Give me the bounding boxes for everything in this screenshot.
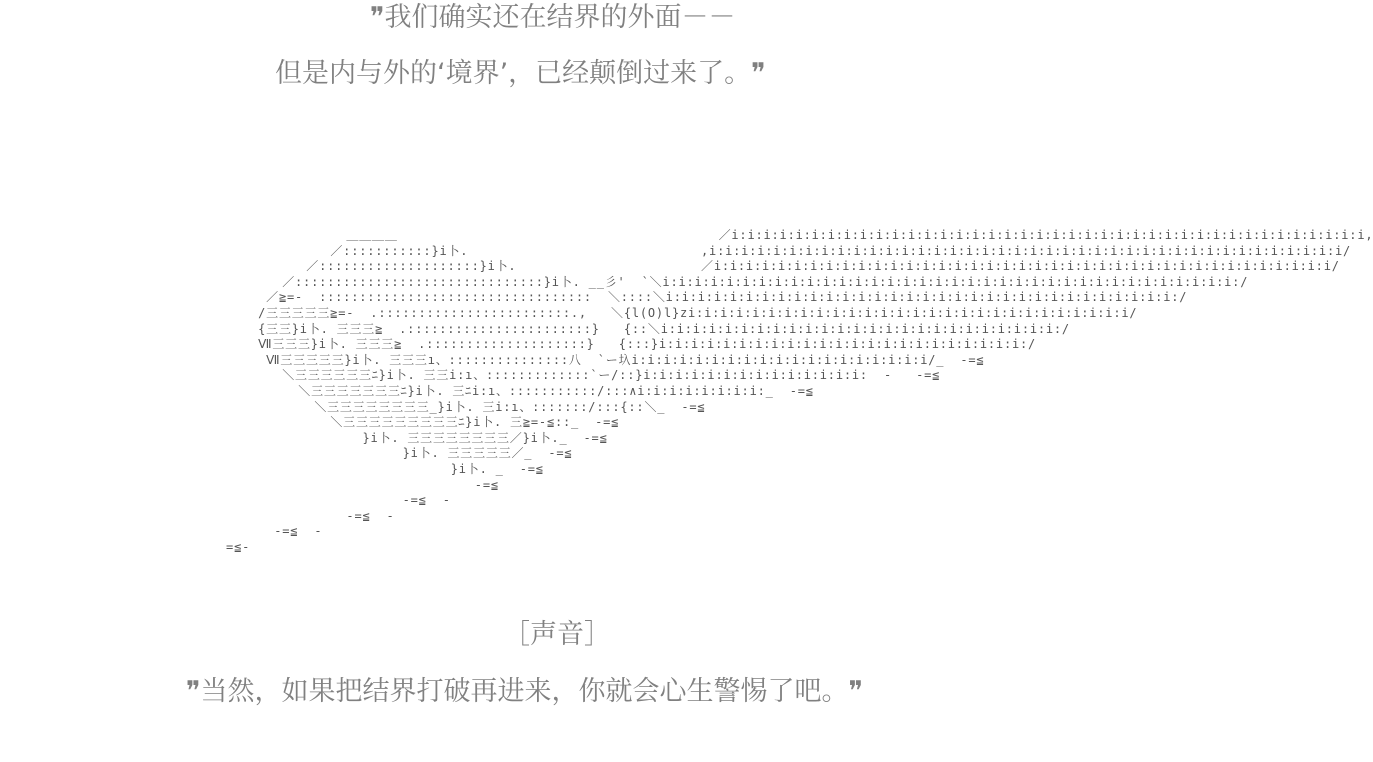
dialogue-top-line-1: ❞我们确实还在结界的外面－－ <box>370 2 736 33</box>
ascii-art-illustration: ＿＿＿＿ ／i:i:i:i:i:i:i:i:i:i:i:i:i:i:i:i:i:i:i:i:i:i:i:i:i:i:i:i:i:i:i:i:i:i:i:i:i:i:i:i, ／:::::::::::}i卜. ,i:i:i:i:i:i:i:i:i:i:i:i:i:i:i:i:i:i:i:i:i:i:i:i:i:i:i:i:i:i:i:i:i:i:i:i:i:i:i:i/ ／::::::::::::::::::::}i卜. ／i:i:i:i:i:i:i:i:i:i:i:i:i:i:i:i:i:i:i:i:i:i:i:i:i:i:i:i:i:i:i:i:i:i:i:i:i:i:i/ ／:::::::::::::::::::::::::::::::}i卜. __彡' `＼i:i:i:i:i:i:i:i:i:i:i:i:i:i:i:i:i:i:i:i:i:i:i:i:i:i:i:i:i:i:i:i:i:i:i:i:/ ／≧=- :::::::::::::::::::::::::::::::::: ＼::::＼i:i:i:i:i:i:i:i:i:i:i:i:i:i:i:i:i:i:i:i:i:i:i:i:i:i:i:i:i:i:i:i:/ /三三三三三≧=- .::::::::::::::::::::::::., ＼{l(O)l}zi:i:i:i:i:i:i:i:i:i:i:i:i:i:i:i:i:i:i:i:i:i:i:i:i:i:i:i/ {三三}i卜. 三三三≧ .:::::::::::::::::::::::} {::＼i:i:i:i:i:i:i:i:i:i:i:i:i:i:i:i:i:i:i:i:i:i:i:i:i:/ Ⅶ三三三}i卜. 三三三≧ .::::::::::::::::::::} {:::}i:i:i:i:i:i:i:i:i:i:i:i:i:i:i:i:i:i:i:i:i:i:i:/ Ⅶ三三三三三}i卜. 三三三ı、:::::::::::::::八 `ー圦i:i:i:i:i:i:i:i:i:i:i:i:i:i:i:i:i:i:i/_ -=≦ ＼三三三三三三ﾆ}i卜. 三三i:ı、:::::::::::::`ー/::}i:i:i:i:i:i:i:i:i:i:i:i:i:i: - -=≦ ＼三三三三三三三ﾆ}i卜. 三ﾆi:ı、:::::::::::/:::∧i:i:i:i:i:i:i:i:_ -=≦ ＼三三三三三三三三_}i卜. 三i:ı、:::::::/:::{::＼_ -=≦ ＼三三三三三三三三三ﾆ}i卜. 三≧=-≦::_ -=≦ }i卜. 三三三三三三三三／}i卜._ -=≦ }i卜. 三三三三三／_ -=≦ }i卜. _ -=≦ -=≦ -=≦ - -=≦ - -=≦ - =≦- <box>226 228 1373 554</box>
speaker-label: ［声音］ <box>503 619 611 650</box>
dialogue-top-line-2: 但是内与外的‘境界’，已经颠倒过来了。❞ <box>275 58 766 89</box>
dialogue-bottom: ❞当然，如果把结界打破再进来，你就会心生警惕了吧。❞ <box>186 676 864 707</box>
